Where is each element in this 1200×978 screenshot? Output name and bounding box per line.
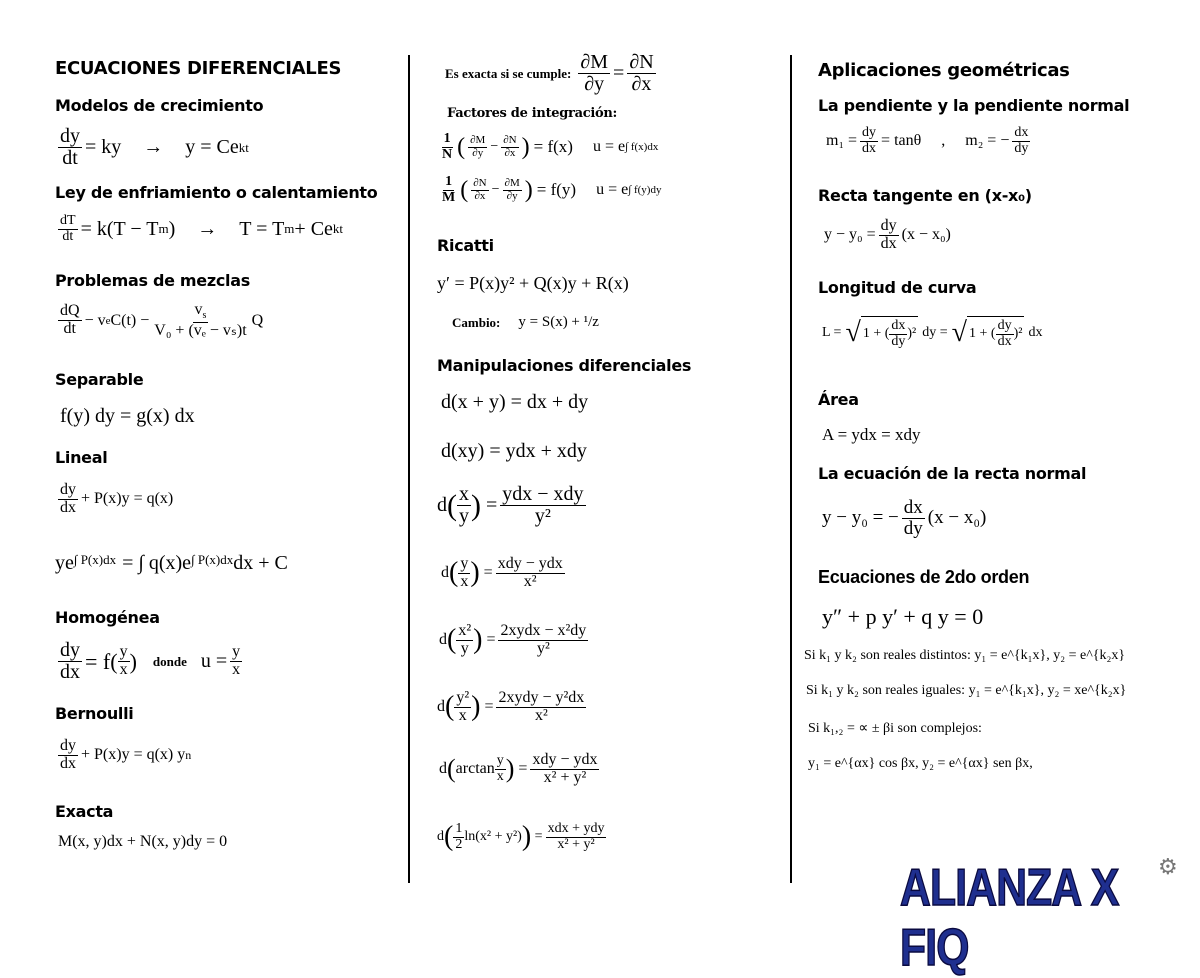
heading-homogenea: Homogénea [55,608,160,627]
heading-ricatti: Ricatti [437,236,494,255]
heading-enfriamiento: Ley de enfriamiento o calentamiento [55,183,378,202]
note-complejos: Si k₁,₂ = ∝ ± βi son complejos: [808,721,982,736]
heading-manipulaciones: Manipulaciones diferenciales [437,356,692,375]
eq-segundo-orden: y″ + p y′ + q y = 0 [822,604,984,629]
heading-exacta: Exacta [55,802,114,821]
note-reales-distintos: Si k₁ y k₂ son reales distintos: y₁ = e^{k₁x}, y₂ = e^{k₂x} [804,648,1126,663]
heading-longitud: Longitud de curva [818,278,977,297]
eq-homogenea: $\frac{dy}{dx}$ = f( $\frac{y}{x}$ ) donde u = $\frac{y}{x}$ [60,639,241,683]
page-title: ECUACIONES DIFERENCIALES [55,58,342,79]
eq-enfriamiento: $\frac{dT}{dt}$ = k(T − T m ) → T = T m + Ce kt [60,213,344,244]
eq-ricatti-cambio: Cambio: y = S(x) + ¹/z [452,314,599,330]
heading-bernoulli: Bernoulli [55,704,134,723]
eq-lineal: $\frac{dy}{dx}$ + P(x)y = q(x) [60,481,174,516]
eq-crecimiento: $\frac{dy}{dt}$ = ky → y = Ce kt [60,125,249,169]
eq-manip-8: d ( $\frac{1}{2}$ ln(x² + y²) ) = $\frac{\text{xdx + ydy}}{\text{x² + y²}}$ [437,820,605,852]
eq-ricatti: y′ = P(x)y² + Q(x)y + R(x) [437,273,629,293]
eq-factor-y: $\frac{1}{M}$ ( $\frac{\partial N}{\partial x}$ − $\frac{\partial M}{\partial y}$ ) = f(y) u = e ∫ f(y)dy [442,174,662,205]
eq-area: A = ydx = xdy [822,425,921,444]
column-divider-2 [790,55,792,883]
eq-exacta: M(x, y)dx + N(x, y)dy = 0 [58,833,228,850]
eq-manip-1: d(x + y) = dx + dy [441,391,589,413]
eq-manip-3: d ( $\frac{x}{y}$ ) = $\frac{\text{ydx − xdy}}{\text{y²}}$ [437,483,584,527]
heading-area: Área [818,390,859,409]
gear-icon: ⚙ [1158,855,1178,880]
eq-mezclas: $\frac{dQ}{dt}$ − v e C(t) − $\frac{v_s}{\text{V₀ + (vₑ − vₛ)t}}$ Q [60,301,264,339]
heading-separable: Separable [55,370,144,389]
alianza-logo: ALIANZA X FIQ [900,859,1119,977]
eq-tangente: y − y₀ = $\frac{dy}{dx}$ (x − x₀) [824,217,951,252]
eq-lineal-solution: ye $^{\int P(x)dx}$ = ∫ q(x)e $^{\int P(x)dx}$ dx + C [55,551,288,574]
eq-pendiente: m₁ = $\frac{dy}{dx}$ = tanθ , m₂ = − $\frac{dx}{dy}$ [826,125,1029,156]
eq-separable: f(y) dy = g(x) dx [60,405,195,427]
eq-manip-6: d ( $\frac{\text{y²}}{x}$ ) = $\frac{\text{2xydy − y²dx}}{\text{x²}}$ [437,689,585,724]
eq-longitud: L = √ 1 + ( $\frac{dx}{dy}$ )² dy = √ 1 + ( $\frac{dy}{dx}$ )² dx [822,316,1043,349]
eq-manip-7: d ( arctan $\frac{y}{x}$ ) = $\frac{\text{xdy − ydx}}{\text{x² + y²}}$ [439,751,598,786]
heading-pendiente: La pendiente y la pendiente normal [818,96,1130,115]
heading-tangente: Recta tangente en (x-x₀) [818,186,1032,205]
eq-normal: y − y₀ = − $\frac{dx}{dy}$ (x − x₀) [822,497,987,539]
note-reales-iguales: Si k₁ y k₂ son reales iguales: y₁ = e^{k₁x}, y₂ = xe^{k₂x} [806,683,1127,698]
heading-factores: Factores de integración: [447,106,617,121]
eq-factor-x: $\frac{1}{N}$ ( $\frac{\partial M}{\partial y}$ − $\frac{\partial N}{\partial x}$ ) = f(x) u = e ∫ f(x)dx [442,131,659,162]
eq-manip-4: d ( $\frac{y}{x}$ ) = $\frac{\text{xdy − ydx}}{\text{x²}}$ [441,555,563,590]
heading-normal: La ecuación de la recta normal [818,464,1087,483]
note-complejos-sol: y₁ = e^{αx} cos βx, y₂ = e^{αx} sen βx, [808,756,1033,771]
column-divider-1 [408,55,410,883]
exacta-condition: Es exacta si se cumple: $\frac{\partial M}{\partial y}$ = $\frac{\partial N}{\partial x}$ [445,51,654,95]
heading-aplicaciones: Aplicaciones geométricas [818,60,1070,81]
heading-segundo-orden: Ecuaciones de 2do orden [818,567,1030,587]
heading-lineal: Lineal [55,448,108,467]
eq-manip-2: d(xy) = ydx + xdy [441,440,587,462]
eq-manip-5: d ( $\frac{\text{x²}}{y}$ ) = $\frac{\text{2xydx − x²dy}}{\text{y²}}$ [439,622,587,657]
heading-crecimiento: Modelos de crecimiento [55,96,264,115]
heading-mezclas: Problemas de mezclas [55,271,250,290]
eq-bernoulli: $\frac{dy}{dx}$ + P(x)y = q(x) y n [60,737,192,772]
